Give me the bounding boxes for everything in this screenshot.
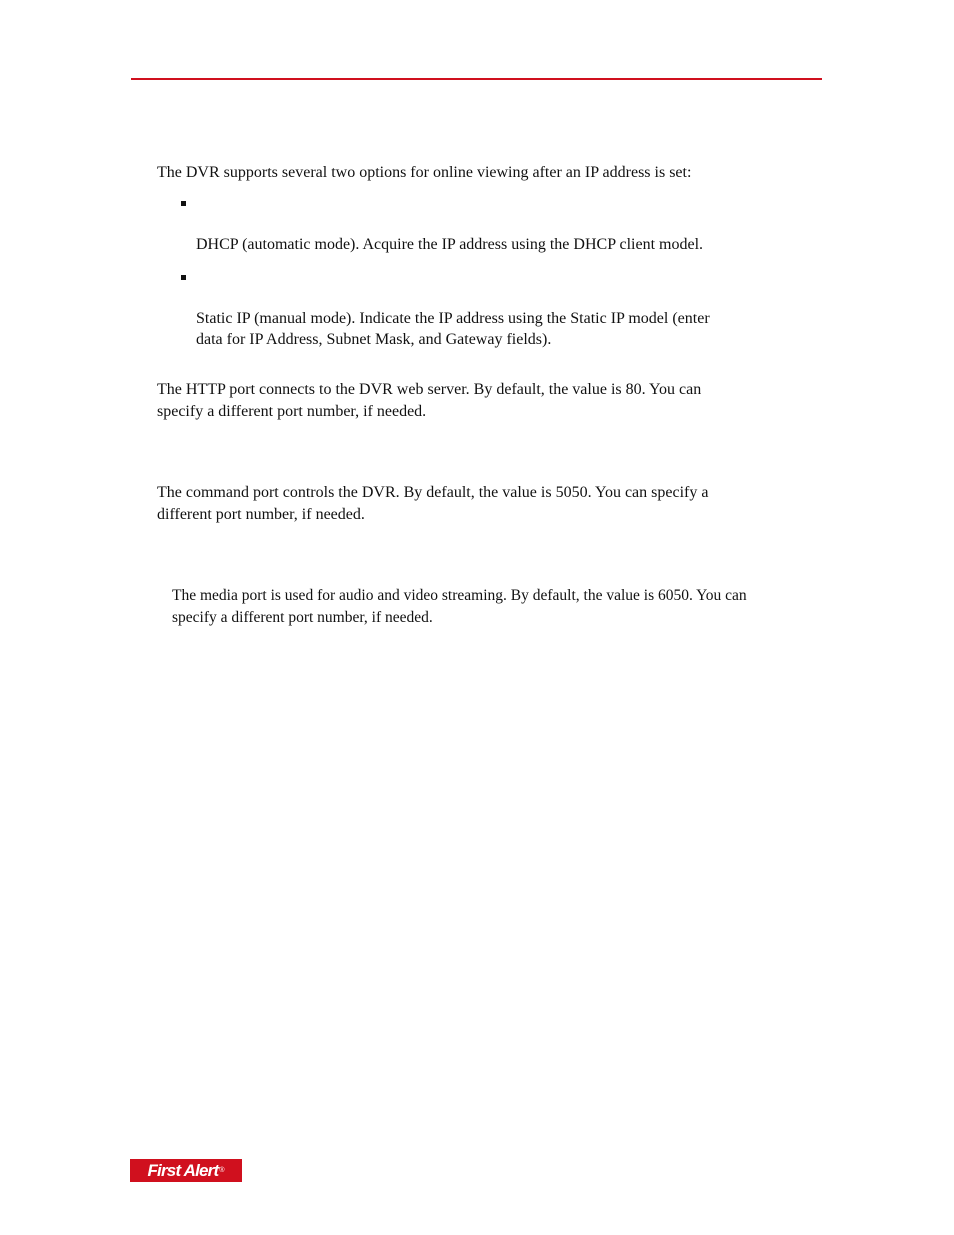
list-item (180, 192, 800, 255)
list-item-text: Static IP (manual mode). Indicate the IP address using the Static IP model (enter data for IP Address, Subnet Mask, and Gateway fields). (196, 310, 710, 348)
first-alert-logo (130, 1159, 242, 1182)
ip-options-list (180, 192, 800, 361)
http-port-paragraph: The HTTP port connects to the DVR web server. By default, the value is 80. You can specify a different port number, if needed. (157, 381, 702, 420)
logo-wordmark: First Alert (147, 1161, 219, 1180)
square-bullet-icon (181, 201, 186, 206)
list-item-text: DHCP (automatic mode). Acquire the IP address using the DHCP client model. (196, 236, 704, 253)
list-item (180, 266, 800, 350)
intro-paragraph: The DVR supports several two options for online viewing after an IP address is set: (157, 164, 692, 181)
registered-mark: ® (219, 1166, 225, 1174)
command-port-paragraph: The command port controls the DVR. By default, the value is 5050. You can specify a different port number, if needed. (157, 484, 709, 523)
square-bullet-icon (181, 275, 186, 280)
header-rule (131, 78, 822, 80)
media-port-paragraph: The media port is used for audio and video streaming. By default, the value is 6050. You can specify a different port number, if needed. (172, 587, 747, 626)
